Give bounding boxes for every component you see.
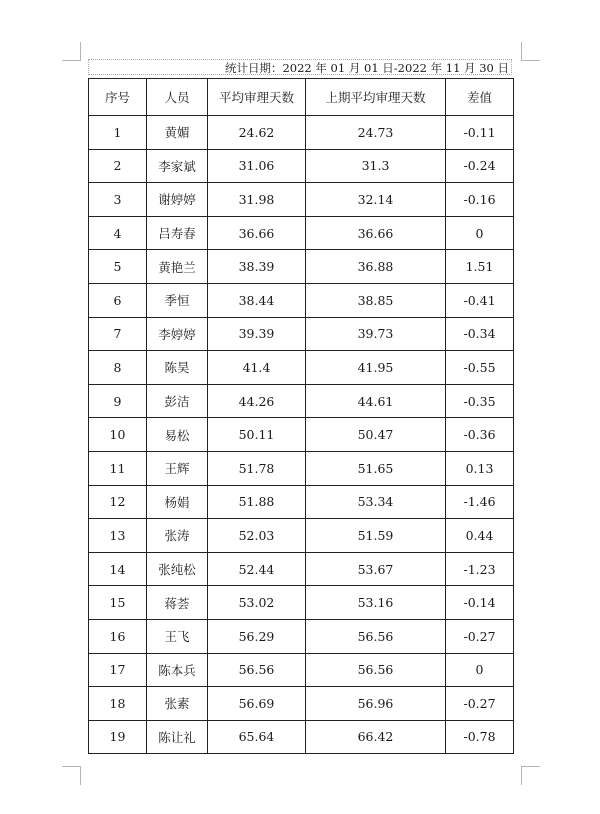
cell-index: 2 [89, 149, 147, 183]
review-days-table [88, 78, 514, 754]
cell-avg-days: 51.88 [208, 485, 306, 519]
cell-avg-days: 38.39 [208, 250, 306, 284]
table-row [89, 586, 514, 620]
statistics-date-range: 统计日期：2022 年 01 月 01 日-2022 年 11 月 30 日 [88, 59, 512, 75]
cell-prev-avg-days: 66.42 [306, 720, 446, 754]
cell-prev-avg-days: 56.56 [306, 619, 446, 653]
cell-avg-days: 38.44 [208, 283, 306, 317]
table-row [89, 418, 514, 452]
cell-index: 3 [89, 183, 147, 217]
cell-prev-avg-days: 53.34 [306, 485, 446, 519]
cell-prev-avg-days: 31.3 [306, 149, 446, 183]
cell-prev-avg-days: 36.88 [306, 250, 446, 284]
table-row [89, 250, 514, 284]
cell-person: 张涛 [147, 519, 208, 553]
cell-prev-avg-days: 38.85 [306, 283, 446, 317]
cell-difference: -0.36 [446, 418, 514, 452]
cell-difference: -0.55 [446, 351, 514, 385]
header-difference: 差值 [446, 79, 514, 116]
cell-person: 陈本兵 [147, 653, 208, 687]
table-row [89, 216, 514, 250]
cell-avg-days: 31.06 [208, 149, 306, 183]
cell-difference: -0.41 [446, 283, 514, 317]
cell-index: 15 [89, 586, 147, 620]
table-row [89, 283, 514, 317]
cell-prev-avg-days: 36.66 [306, 216, 446, 250]
table-row [89, 619, 514, 653]
cell-prev-avg-days: 41.95 [306, 351, 446, 385]
cell-avg-days: 56.29 [208, 619, 306, 653]
cell-difference: -0.34 [446, 317, 514, 351]
cell-difference: -0.35 [446, 384, 514, 418]
cell-avg-days: 56.69 [208, 687, 306, 721]
table-body [89, 116, 514, 754]
cell-prev-avg-days: 50.47 [306, 418, 446, 452]
table-row [89, 183, 514, 217]
cell-index: 6 [89, 283, 147, 317]
cell-person: 张素 [147, 687, 208, 721]
table-row [89, 317, 514, 351]
cell-avg-days: 39.39 [208, 317, 306, 351]
cell-avg-days: 24.62 [208, 116, 306, 150]
cell-avg-days: 52.03 [208, 519, 306, 553]
table-header-row [89, 79, 514, 116]
cell-person: 李家斌 [147, 149, 208, 183]
table-row [89, 116, 514, 150]
cell-index: 14 [89, 552, 147, 586]
cell-difference: -0.78 [446, 720, 514, 754]
cell-person: 谢婷婷 [147, 183, 208, 217]
cell-difference: -0.16 [446, 183, 514, 217]
cell-difference: -1.46 [446, 485, 514, 519]
header-prev-avg-days: 上期平均审理天数 [306, 79, 446, 116]
table-row [89, 485, 514, 519]
cell-index: 12 [89, 485, 147, 519]
cell-prev-avg-days: 51.59 [306, 519, 446, 553]
table-row [89, 384, 514, 418]
cell-avg-days: 56.56 [208, 653, 306, 687]
cell-index: 18 [89, 687, 147, 721]
cell-difference: -0.14 [446, 586, 514, 620]
cell-prev-avg-days: 56.96 [306, 687, 446, 721]
crop-mark-bottom-right [521, 766, 540, 785]
cell-difference: 0.44 [446, 519, 514, 553]
cell-prev-avg-days: 32.14 [306, 183, 446, 217]
cell-prev-avg-days: 44.61 [306, 384, 446, 418]
cell-person: 黄艳兰 [147, 250, 208, 284]
cell-difference: 1.51 [446, 250, 514, 284]
cell-index: 9 [89, 384, 147, 418]
cell-difference: -0.11 [446, 116, 514, 150]
cell-person: 王辉 [147, 451, 208, 485]
cell-avg-days: 51.78 [208, 451, 306, 485]
cell-difference: 0.13 [446, 451, 514, 485]
cell-prev-avg-days: 51.65 [306, 451, 446, 485]
cell-person: 蒋荟 [147, 586, 208, 620]
cell-avg-days: 52.44 [208, 552, 306, 586]
cell-difference: -0.24 [446, 149, 514, 183]
cell-index: 19 [89, 720, 147, 754]
cell-person: 陈让礼 [147, 720, 208, 754]
cell-prev-avg-days: 39.73 [306, 317, 446, 351]
cell-person: 吕寿春 [147, 216, 208, 250]
cell-prev-avg-days: 53.16 [306, 586, 446, 620]
cell-person: 易松 [147, 418, 208, 452]
cell-difference: -1.23 [446, 552, 514, 586]
cell-index: 11 [89, 451, 147, 485]
cell-avg-days: 41.4 [208, 351, 306, 385]
header-person: 人员 [147, 79, 208, 116]
cell-prev-avg-days: 56.56 [306, 653, 446, 687]
cell-person: 李婷婷 [147, 317, 208, 351]
cell-difference: -0.27 [446, 687, 514, 721]
cell-person: 黄媚 [147, 116, 208, 150]
cell-avg-days: 50.11 [208, 418, 306, 452]
crop-mark-top-right [521, 42, 540, 61]
cell-avg-days: 31.98 [208, 183, 306, 217]
header-avg-days: 平均审理天数 [208, 79, 306, 116]
cell-index: 4 [89, 216, 147, 250]
cell-person: 张纯松 [147, 552, 208, 586]
cell-person: 陈昊 [147, 351, 208, 385]
table-row [89, 149, 514, 183]
table-row [89, 552, 514, 586]
cell-index: 17 [89, 653, 147, 687]
header-index: 序号 [89, 79, 147, 116]
table-row [89, 451, 514, 485]
cell-prev-avg-days: 53.67 [306, 552, 446, 586]
cell-avg-days: 65.64 [208, 720, 306, 754]
cell-person: 彭洁 [147, 384, 208, 418]
table-row [89, 519, 514, 553]
cell-difference: 0 [446, 216, 514, 250]
cell-index: 8 [89, 351, 147, 385]
cell-person: 王飞 [147, 619, 208, 653]
cell-person: 季恒 [147, 283, 208, 317]
table-row [89, 653, 514, 687]
cell-avg-days: 53.02 [208, 586, 306, 620]
cell-difference: 0 [446, 653, 514, 687]
cell-person: 杨娟 [147, 485, 208, 519]
cell-difference: -0.27 [446, 619, 514, 653]
table-row [89, 720, 514, 754]
table-row [89, 351, 514, 385]
cell-index: 13 [89, 519, 147, 553]
cell-avg-days: 44.26 [208, 384, 306, 418]
crop-mark-top-left [62, 42, 81, 61]
table-row [89, 687, 514, 721]
cell-index: 5 [89, 250, 147, 284]
cell-prev-avg-days: 24.73 [306, 116, 446, 150]
cell-index: 7 [89, 317, 147, 351]
crop-mark-bottom-left [62, 766, 81, 785]
cell-index: 1 [89, 116, 147, 150]
cell-index: 10 [89, 418, 147, 452]
cell-index: 16 [89, 619, 147, 653]
cell-avg-days: 36.66 [208, 216, 306, 250]
